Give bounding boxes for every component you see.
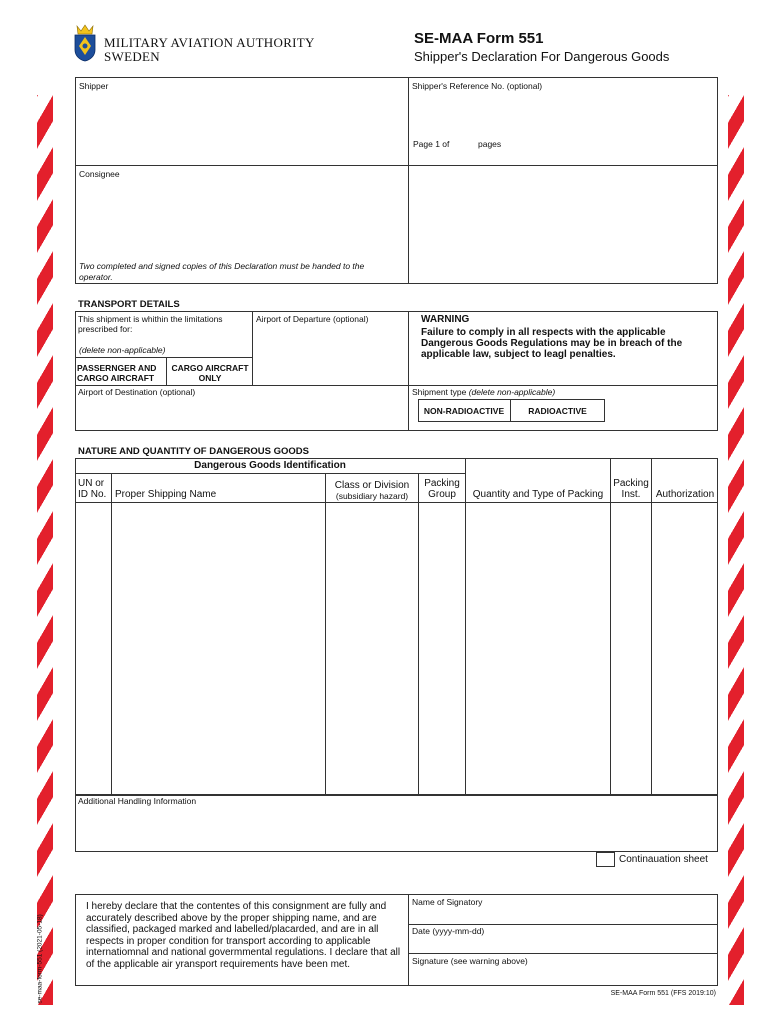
passenger-cargo-aircraft-option[interactable]: PASSERNGER AND CARGO AIRCRAFT: [77, 363, 157, 383]
org-name-line2: SWEDEN: [104, 49, 160, 64]
page-of-label: Page 1 of: [413, 139, 450, 149]
shipper-reference-label: Shipper's Reference No. (optional): [412, 81, 543, 91]
shipment-type-label: [412, 387, 555, 397]
col-class-division: Class or Division: [334, 480, 410, 491]
dg-identification-header: Dangerous Goods Identification: [194, 460, 346, 471]
signature-label: Signature (see warning above): [412, 956, 528, 966]
col-un-id-no: UN or ID No.: [78, 478, 107, 500]
declaration-text: I hereby declare that the contentes of this consignment are fully and accurately described above by the proper shipping name, and are classified, packaged marked and labelled/placarded, and are in all respects in proper condition for transport according to applicable internatiomnal and national govermmental regulations. I declare that all of the applicable air yransport requirements have been met.: [86, 901, 401, 970]
signatory-name-label: Name of Signatory: [412, 897, 483, 907]
col-packing-inst: Packing Inst.: [613, 478, 649, 500]
delete-non-applicable-note: (delete non-applicable): [79, 345, 166, 355]
warning-title: WARNING: [421, 314, 470, 325]
signatory-name-field[interactable]: [409, 908, 717, 923]
form-subtitle: Shipper's Declaration For Dangerous Goods: [414, 49, 670, 64]
continuation-sheet-checkbox[interactable]: [596, 852, 615, 867]
shipper-reference-field[interactable]: [409, 94, 717, 134]
destination-airport-label: Airport of Destination (optional): [78, 387, 196, 397]
limitations-text: This shipment is whithin the limitations prescribed for:: [78, 314, 223, 334]
form-title: SE-MAA Form 551: [414, 30, 544, 47]
shipment-type-label-text: Shipment type: [412, 387, 467, 397]
radioactive-option[interactable]: RADIOACTIVE: [528, 406, 587, 416]
additional-handling-label: Additional Handling Information: [78, 796, 197, 806]
copies-note: Two completed and signed copies of this Declaration must be handed to the operator.: [79, 261, 365, 282]
departure-airport-label: Airport of Departure (optional): [256, 314, 369, 324]
date-label: Date (yyyy-mm-dd): [412, 926, 485, 936]
warning-text: Failure to comply in all respects with the applicable Dangerous Goods Regulations may be in breach of the applicable law, subject to leagl penalties.: [421, 327, 683, 360]
destination-airport-field[interactable]: [76, 399, 406, 429]
consignee-field[interactable]: [76, 182, 407, 257]
departure-airport-field[interactable]: [254, 326, 406, 382]
col-packing-group: Packing Group: [424, 478, 460, 500]
right-stripe-border: [728, 95, 744, 1005]
col-subsidiary-hazard: (subsidiary hazard): [335, 491, 409, 501]
shipment-type-note: (delete non-applicable): [468, 387, 556, 397]
form-reference-footer: SE-MAA Form 551 (FFS 2019:10): [610, 990, 716, 997]
dg-entries-area[interactable]: [76, 503, 717, 794]
side-form-code: se-maa-form-551 (2021-05-18): [36, 914, 44, 1004]
non-radioactive-option[interactable]: NON-RADIOACTIVE: [423, 406, 505, 416]
shipper-label: Shipper: [79, 81, 109, 91]
date-field[interactable]: [409, 937, 717, 952]
page-number-field[interactable]: [455, 136, 475, 150]
additional-handling-field[interactable]: [76, 808, 717, 851]
col-quantity-type-packing: Quantity and Type of Packing: [472, 489, 604, 500]
pages-label: pages: [478, 139, 502, 149]
shipper-field[interactable]: [76, 94, 407, 164]
mil-aviation-crest-logo: [72, 24, 98, 62]
org-name-line1: MILITARY AVIATION AUTHORITY: [104, 35, 315, 50]
transport-details-heading: TRANSPORT DETAILS: [78, 299, 180, 310]
col-authorization: Authorization: [655, 489, 715, 500]
col-proper-shipping-name: Proper Shipping Name: [115, 489, 217, 500]
continuation-sheet-label: Continauation sheet: [619, 854, 708, 865]
dangerous-goods-heading: NATURE AND QUANTITY OF DANGEROUS GOODS: [78, 446, 309, 457]
cargo-aircraft-only-option[interactable]: CARGO AIRCRAFT ONLY: [171, 363, 249, 383]
signature-field[interactable]: [409, 967, 717, 985]
consignee-label: Consignee: [79, 169, 120, 179]
